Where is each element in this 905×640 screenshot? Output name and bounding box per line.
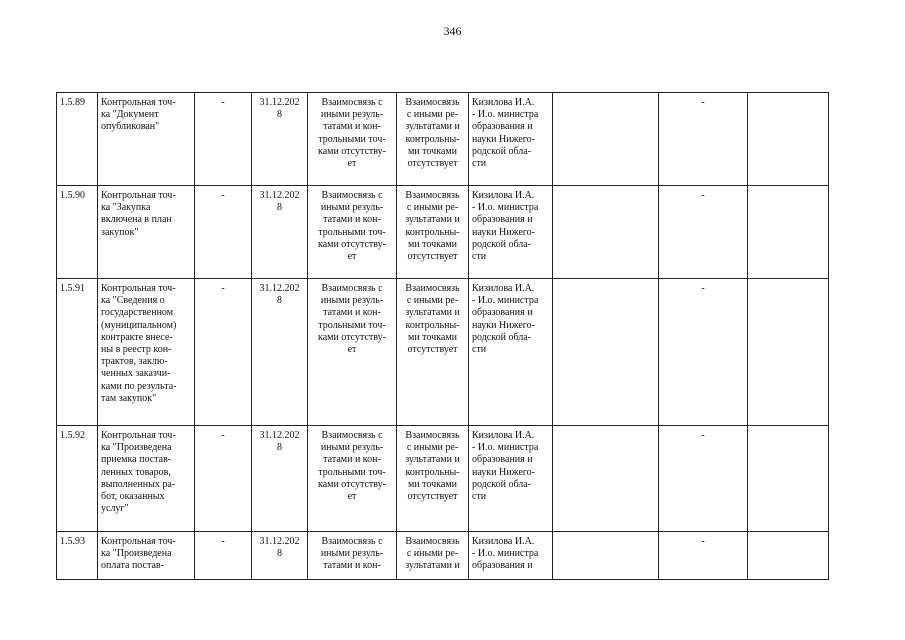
result-value: - <box>659 186 748 279</box>
responsible-person: Кизилова И.А. - И.о. министра образования и науки Нижего- родской обла- сти <box>469 279 553 426</box>
control-point-title: Контрольная точ- ка "Сведения о государственном (муниципальном) контракте внесе- ны в реестр кон- трактов, заклю- ченных заказчи- ками по результа- там закупок" <box>98 279 195 426</box>
result-value: - <box>659 279 748 426</box>
table-row <box>57 532 829 580</box>
relation-note: Взаимосвязь с иными резуль- татами и кон- трольными точ- ками отсутству- ет <box>308 93 397 186</box>
result-value: - <box>659 93 748 186</box>
result-value: - <box>659 426 748 532</box>
relation-note: Взаимосвязь с иными резуль- татами и кон- трольными точ- ками отсутству- ет <box>308 426 397 532</box>
row-number: 1.5.93 <box>57 532 98 580</box>
table-row <box>57 186 829 279</box>
responsible-person: Кизилова И.А. - И.о. министра образования и науки Нижего- родской обла- сти <box>469 426 553 532</box>
relation-note-alt: Взаимосвязь с иными ре- зультатами и контрольны- ми точками отсутствует <box>397 93 469 186</box>
control-point-title: Контрольная точ- ка "Документ опубликован" <box>98 93 195 186</box>
control-point-title: Контрольная точ- ка "Закупка включена в план закупок" <box>98 186 195 279</box>
responsible-person: Кизилова И.А. - И.о. министра образования и науки Нижего- родской обла- сти <box>469 186 553 279</box>
responsible-person: Кизилова И.А. - И.о. министра образования и <box>469 532 553 580</box>
empty-value: - <box>195 279 252 426</box>
empty-cell <box>553 279 659 426</box>
relation-note-alt: Взаимосвязь с иными ре- зультатами и <box>397 532 469 580</box>
extra-cell <box>748 279 829 426</box>
empty-value: - <box>195 93 252 186</box>
due-date: 31.12.202 8 <box>252 279 308 426</box>
due-date: 31.12.202 8 <box>252 532 308 580</box>
control-point-title: Контрольная точ- ка "Произведена приемка постав- ленных товаров, выполненных ра- бот, оказанных услуг" <box>98 426 195 532</box>
row-number: 1.5.90 <box>57 186 98 279</box>
relation-note-alt: Взаимосвязь с иными ре- зультатами и контрольны- ми точками отсутствует <box>397 279 469 426</box>
empty-cell <box>553 186 659 279</box>
relation-note-alt: Взаимосвязь с иными ре- зультатами и контрольны- ми точками отсутствует <box>397 186 469 279</box>
extra-cell <box>748 532 829 580</box>
responsible-person: Кизилова И.А. - И.о. министра образования и науки Нижего- родской обла- сти <box>469 93 553 186</box>
result-value: - <box>659 532 748 580</box>
empty-cell <box>553 532 659 580</box>
row-number: 1.5.89 <box>57 93 98 186</box>
empty-cell <box>553 93 659 186</box>
table-row <box>57 426 829 532</box>
empty-value: - <box>195 532 252 580</box>
due-date: 31.12.202 8 <box>252 93 308 186</box>
empty-value: - <box>195 426 252 532</box>
row-number: 1.5.92 <box>57 426 98 532</box>
due-date: 31.12.202 8 <box>252 426 308 532</box>
extra-cell <box>748 93 829 186</box>
page-number: 346 <box>443 24 462 38</box>
extra-cell <box>748 186 829 279</box>
table-row <box>57 93 829 186</box>
row-number: 1.5.91 <box>57 279 98 426</box>
table-row <box>57 279 829 426</box>
relation-note-alt: Взаимосвязь с иными ре- зультатами и контрольны- ми точками отсутствует <box>397 426 469 532</box>
empty-value: - <box>195 186 252 279</box>
relation-note: Взаимосвязь с иными резуль- татами и кон- трольными точ- ками отсутству- ет <box>308 279 397 426</box>
empty-cell <box>553 426 659 532</box>
extra-cell <box>748 426 829 532</box>
control-point-title: Контрольная точ- ка "Произведена оплата постав- <box>98 532 195 580</box>
due-date: 31.12.202 8 <box>252 186 308 279</box>
control-points-table <box>56 92 829 580</box>
relation-note: Взаимосвязь с иными резуль- татами и кон- трольными точ- ками отсутству- ет <box>308 186 397 279</box>
relation-note: Взаимосвязь с иными резуль- татами и кон- <box>308 532 397 580</box>
